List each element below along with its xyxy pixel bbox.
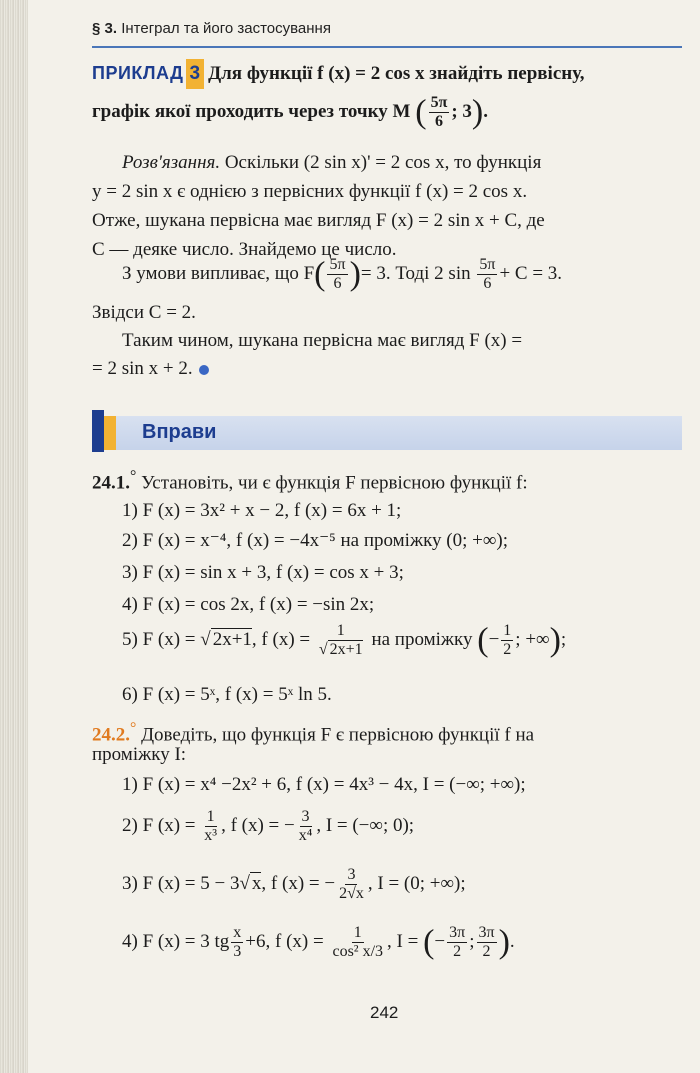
example-line2-text: графік якої проходить через точку M bbox=[92, 100, 411, 122]
ex241-mark: ° bbox=[130, 468, 137, 485]
ex241-item5: 5) F (x) = √ 2x+1, f (x) = $\frac{1}{√ 2x+1}$ на проміжку (− $\frac{1}{2}$ ; +∞); bbox=[122, 621, 567, 659]
example-line2 bbox=[92, 94, 488, 131]
solution-s8-line bbox=[92, 354, 209, 384]
section-number: § 3. bbox=[92, 20, 118, 37]
item5-a: 5) F (x) = bbox=[122, 628, 201, 650]
ex242-item4-paren-open: ( bbox=[423, 923, 435, 961]
ex241-item1: 1) F (x) = 3x² + x − 2, f (x) = 6x + 1; bbox=[122, 500, 402, 521]
ex242-item1: 1) F (x) = x⁴ −2x² + 6, f (x) = 4x³ − 4x, I = (−∞; +∞); bbox=[122, 774, 526, 795]
ex242-item4-den1: 3 bbox=[233, 943, 242, 960]
s5-a: З умови випливає, що F bbox=[122, 262, 315, 284]
ex242-item3-den: 2√x bbox=[339, 885, 364, 902]
s5-c: + C = 3. bbox=[499, 262, 563, 284]
header-rule bbox=[92, 46, 682, 48]
ex242-item3-frac bbox=[337, 866, 366, 903]
item5-end: ; bbox=[560, 628, 567, 650]
s5-paren-open: ( bbox=[314, 255, 326, 293]
s5-num: 5π bbox=[329, 256, 346, 273]
item5-den: √ 2x+1 bbox=[318, 641, 363, 658]
item5-int-num: 1 bbox=[503, 622, 512, 639]
s5-paren-close: ) bbox=[349, 255, 361, 293]
ex242-item4-paren-close: ) bbox=[498, 923, 510, 961]
ex242-item4-int2-num: 3π bbox=[478, 924, 495, 941]
point-fraction bbox=[429, 94, 450, 131]
page-header bbox=[92, 20, 682, 37]
solution-s2: y = 2 sin x є однією з первісних функції f (x) = 2 cos x. bbox=[92, 181, 528, 202]
ex242-item2-den2: x⁴ bbox=[298, 827, 313, 844]
item5-int-fraction bbox=[501, 622, 513, 659]
ex242-item2-b: , f (x) = − bbox=[221, 814, 295, 836]
ex241-item2: 2) F (x) = x⁻⁴, f (x) = −4x⁻⁵ на проміжку (0; +∞); bbox=[122, 530, 509, 551]
ex242-item3-sqrt: x bbox=[251, 872, 262, 894]
exercises-title: Вправи bbox=[142, 421, 217, 443]
s5-fraction2 bbox=[477, 256, 497, 293]
exercises-accent-blue bbox=[92, 410, 104, 452]
solution-label: Розв'язання. bbox=[122, 152, 221, 173]
ex242-number: 24.2. bbox=[92, 724, 130, 746]
ex242-item3-num: 3 bbox=[347, 866, 356, 883]
ex242-item2-c: , I = (−∞; 0); bbox=[316, 814, 415, 836]
example-label: ПРИКЛАД bbox=[92, 63, 184, 83]
s5-num2: 5π bbox=[479, 256, 496, 273]
ex242-item3-c: , I = (0; +∞); bbox=[367, 872, 466, 894]
ex242-item2-den1: x³ bbox=[204, 827, 218, 844]
ex242-item4-a: 4) F (x) = 3 tg bbox=[122, 930, 230, 952]
ex241-number: 24.1. bbox=[92, 472, 130, 494]
ex241-item4: 4) F (x) = cos 2x, f (x) = −sin 2x; bbox=[122, 594, 375, 615]
ex242-item4-num2: 1 bbox=[353, 924, 362, 941]
ex242-item4-b: +6, f (x) = bbox=[245, 930, 329, 952]
solution-s3: Отже, шукана первісна має вигляд F (x) = 2 sin x + C, де bbox=[92, 210, 545, 231]
ex242-item2-frac1 bbox=[202, 808, 219, 845]
item5-sqrt: 2x+1 bbox=[212, 628, 252, 650]
point-rest: ; 3 bbox=[451, 100, 472, 122]
ex242-item4-c: , I = bbox=[387, 930, 419, 952]
ex242-item2-a: 2) F (x) = bbox=[122, 814, 201, 836]
ex241-text: Установіть, чи є функція F первісною функції f: bbox=[141, 472, 528, 494]
section-title: Інтеграл та його застосування bbox=[121, 20, 331, 37]
item5-den-sqrt: 2x+1 bbox=[329, 641, 363, 658]
ex242-item4-int-frac1 bbox=[447, 924, 467, 961]
ex242-mark: ° bbox=[130, 720, 137, 737]
ex242-text: Доведіть, що функція F є первісною функції f на bbox=[141, 724, 535, 746]
ex242-item4-int2-den: 2 bbox=[482, 943, 491, 960]
ex241-item3: 3) F (x) = sin x + 3, f (x) = cos x + 3; bbox=[122, 562, 404, 583]
solution-s6: Звідси C = 2. bbox=[92, 302, 196, 323]
item5-fraction bbox=[317, 622, 365, 659]
item5-c: на проміжку bbox=[371, 628, 473, 650]
ex242-item4-frac1 bbox=[231, 924, 243, 961]
ex242-item2-frac2 bbox=[297, 808, 315, 845]
solution-line1 bbox=[122, 148, 541, 178]
s5-den2: 6 bbox=[483, 275, 492, 292]
page-edge bbox=[0, 0, 28, 1073]
example-number: 3 bbox=[186, 59, 205, 89]
end-bullet-icon bbox=[199, 365, 209, 375]
ex242-item4-num1: x bbox=[233, 924, 242, 941]
ex242-item2-num1: 1 bbox=[206, 808, 215, 825]
solution-s1: Оскільки (2 sin x)' = 2 cos x, то функція bbox=[224, 152, 542, 173]
point-den: 6 bbox=[434, 113, 443, 130]
ex242-item2 bbox=[122, 808, 414, 845]
s5-fraction bbox=[327, 256, 347, 293]
item5-num: 1 bbox=[336, 622, 345, 639]
ex242-item4-int-frac2 bbox=[477, 924, 497, 961]
paren-close: ) bbox=[471, 93, 484, 131]
ex242-item4-frac2 bbox=[330, 924, 385, 961]
s5-den: 6 bbox=[333, 275, 342, 292]
item5-int-den: 2 bbox=[503, 641, 512, 658]
solution-s4: C — деяке число. Знайдемо це число. bbox=[92, 239, 397, 260]
line2-end: . bbox=[483, 100, 488, 122]
solution-s8: = 2 sin x + 2. bbox=[92, 358, 193, 379]
paren-open: ( bbox=[415, 93, 427, 131]
solution-s5 bbox=[122, 256, 562, 293]
page-number: 242 bbox=[370, 1003, 399, 1022]
example-heading-line bbox=[92, 58, 585, 89]
ex242-item4-int1-num: 3π bbox=[449, 924, 466, 941]
ex242-item3-a: 3) F (x) = 5 − 3 bbox=[122, 872, 240, 894]
ex242-item3-b: , f (x) = − bbox=[261, 872, 336, 894]
item5-b: , f (x) = bbox=[251, 628, 315, 650]
ex242-item2-num2: 3 bbox=[301, 808, 310, 825]
ex242-item4-int1-den: 2 bbox=[453, 943, 462, 960]
exercises-accent-orange bbox=[104, 416, 116, 450]
ex242-item4: 4) F (x) = 3 tg $\frac{x}{3}$ +6, f (x) = $\frac{1}{\text{cos² x/3}}$ , I = (− $\frac{3\pi}{2}$ ; $\frac{3\pi}{2}$ ). bbox=[122, 923, 515, 961]
ex242-item4-den2: cos² x/3 bbox=[332, 943, 384, 960]
s5-b: = 3. Тоді 2 sin bbox=[360, 262, 471, 284]
point-num: 5π bbox=[430, 94, 448, 111]
item5-paren-close: ) bbox=[549, 621, 561, 659]
ex241-item6: 6) F (x) = 5ˣ, f (x) = 5ˣ ln 5. bbox=[122, 684, 332, 705]
solution-s7: Таким чином, шукана первісна має вигляд F (x) = bbox=[122, 330, 523, 351]
ex241-heading bbox=[92, 462, 528, 498]
item5-paren-open: ( bbox=[477, 621, 489, 659]
ex242-item4-end: . bbox=[509, 930, 515, 952]
ex242-item3: 3) F (x) = 5 − 3√ x, f (x) = − $\frac{3}{2√x}$ , I = (0; +∞); bbox=[122, 866, 466, 902]
ex242-text2: проміжку I: bbox=[92, 744, 187, 765]
item5-int-rest: ; +∞ bbox=[515, 628, 550, 650]
example-line1: Для функції f (x) = 2 cos x знайдіть первісну, bbox=[208, 63, 585, 84]
